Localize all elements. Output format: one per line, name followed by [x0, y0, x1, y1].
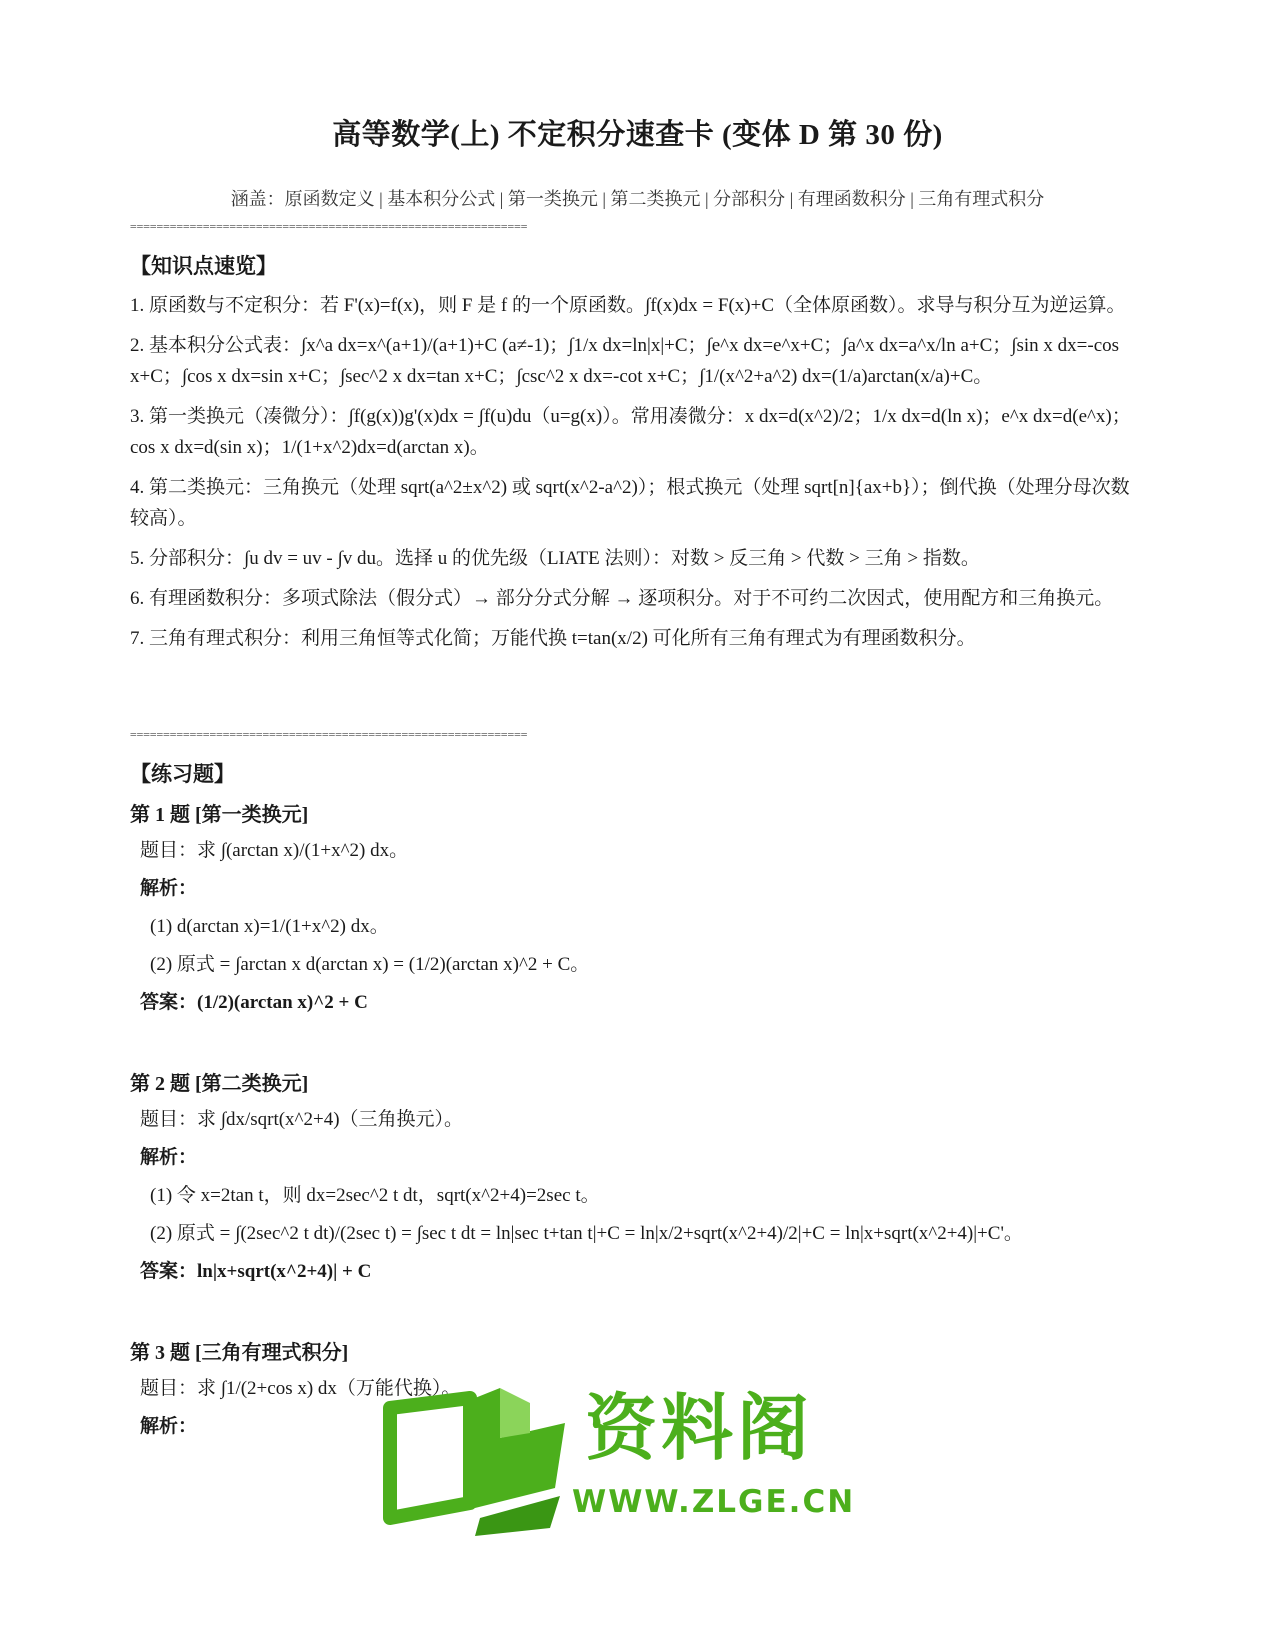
knowledge-item: 5. 分部积分：∫u dv = uv - ∫v du。选择 u 的优先级（LIATE 法则）：对数 > 反三角 > 代数 > 三角 > 指数。 — [130, 548, 980, 569]
question-stem: 题目：求 ∫dx/sqrt(x^2+4)（三角换元）。 — [140, 1109, 464, 1130]
analysis-step: (2) 原式 = ∫arctan x d(arctan x) = (1/2)(arctan x)^2 + C。 — [150, 954, 590, 975]
doc-title: 高等数学(上) 不定积分速查卡 (变体 D 第 30 份) — [332, 119, 943, 151]
knowledge-section — [130, 250, 1140, 663]
question-heading: 第 2 题 [第二类换元] — [130, 1073, 309, 1095]
knowledge-item: 4. 第二类换元：三角换元（处理 sqrt(a^2±x^2) 或 sqrt(x^2-a^2)）；根式换元（处理 sqrt[n]{ax+b}）；倒代换（处理分母次数较高）。 — [130, 477, 1130, 529]
knowledge-item: 6. 有理函数积分：多项式除法（假分式）→ 部分分式分解 → 逐项积分。对于不可约二次因式，使用配方和三角换元。 — [130, 588, 1114, 609]
knowledge-item: 7. 三角有理式积分：利用三角恒等式化简；万能代换 t=tan(x/2) 可化所有三角有理式为有理函数积分。 — [130, 628, 976, 649]
book-logo-icon — [380, 1378, 570, 1538]
knowledge-item: 1. 原函数与不定积分：若 F'(x)=f(x)，则 F 是 f 的一个原函数。∫f(x)dx = F(x)+C（全体原函数）。求导与积分互为逆运算。 — [130, 295, 1126, 316]
divider-top: ============================================================ — [130, 220, 528, 233]
analysis-label: 解析： — [140, 1416, 198, 1437]
divider-middle: ============================================================ — [130, 728, 528, 741]
analysis-label: 解析： — [140, 1147, 198, 1168]
analysis-step: (1) 令 x=2tan t，则 dx=2sec^2 t dt，sqrt(x^2+4)=2sec t。 — [150, 1185, 600, 1206]
analysis-step: (2) 原式 = ∫(2sec^2 t dt)/(2sec t) = ∫sec t dt = ln|sec t+tan t|+C = ln|x/2+sqrt(x^2+4)/2|+C = ln|x+sqrt(x^2+4)|+C'。 — [150, 1223, 1023, 1244]
watermark-url: WWW.ZLGE.CN — [572, 1484, 856, 1520]
watermark — [380, 1378, 856, 1538]
question-answer: 答案：ln|x+sqrt(x^2+4)| + C — [140, 1261, 372, 1282]
practice-heading: 【练习题】 — [130, 762, 235, 786]
question-stem: 题目：求 ∫(arctan x)/(1+x^2) dx。 — [140, 840, 409, 861]
knowledge-item: 3. 第一类换元（凑微分）：∫f(g(x))g'(x)dx = ∫f(u)du（u=g(x)）。常用凑微分：x dx=d(x^2)/2；1/x dx=d(ln x)；e^x dx=d(e^x)；cos x dx=d(sin x)；1/(1+x^2)dx=d(arctan x)。 — [130, 406, 1131, 458]
analysis-label: 解析： — [140, 878, 198, 899]
practice-section — [130, 758, 1140, 1451]
question-2 — [130, 1067, 1140, 1286]
question-heading: 第 3 题 [三角有理式积分] — [130, 1342, 349, 1364]
doc-subtitle: 涵盖：原函数定义 | 基本积分公式 | 第一类换元 | 第二类换元 | 分部积分 | 有理函数积分 | 三角有理式积分 — [230, 189, 1045, 209]
question-answer: 答案：(1/2)(arctan x)^2 + C — [140, 992, 368, 1013]
question-1 — [130, 798, 1140, 1017]
question-heading: 第 1 题 [第一类换元] — [130, 804, 309, 826]
knowledge-heading: 【知识点速览】 — [130, 254, 277, 278]
question-stem: 题目：求 ∫1/(2+cos x) dx（万能代换）。 — [140, 1378, 461, 1399]
knowledge-item: 2. 基本积分公式表：∫x^a dx=x^(a+1)/(a+1)+C (a≠-1)；∫1/x dx=ln|x|+C；∫e^x dx=e^x+C；∫a^x dx=a^x/ln a+C；∫sin x dx=-cos x+C；∫cos x dx=sin x+C；∫sec^2 x dx=tan x+C；∫csc^2 x dx=-cot x+C；∫1/(x^2+a^2) dx=(1/a)arctan(x/a)+C。 — [130, 335, 1120, 387]
watermark-brand: 资料阁 — [585, 1386, 814, 1470]
analysis-step: (1) d(arctan x)=1/(1+x^2) dx。 — [150, 916, 389, 937]
